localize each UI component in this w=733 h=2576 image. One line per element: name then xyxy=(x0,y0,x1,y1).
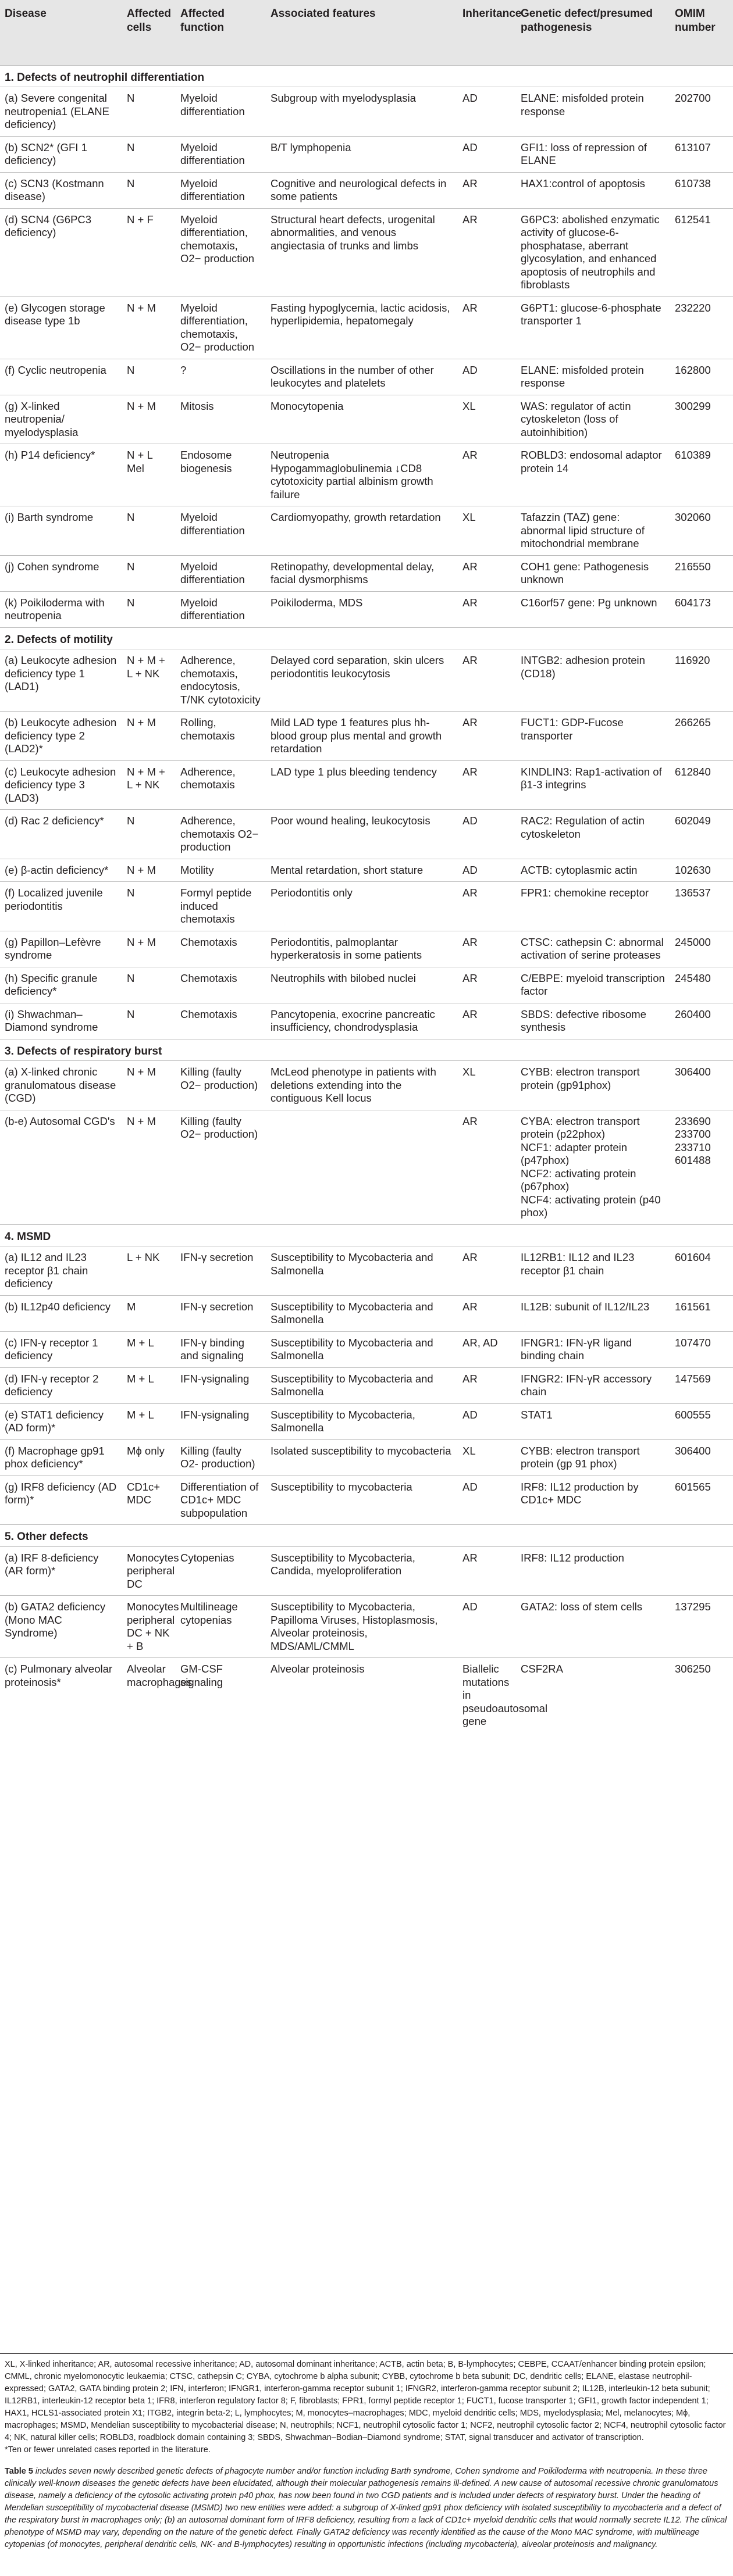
cell-associated-features: Susceptibility to mycobacteria xyxy=(266,1475,458,1525)
cell-inheritance: AR xyxy=(458,444,516,506)
cell-disease: (b) SCN2* (GFI 1 deficiency) xyxy=(0,136,122,172)
cell-associated-features: Poor wound healing, leukocytosis xyxy=(266,810,458,859)
cell-disease: (g) X-linked neutropenia/ myelodysplasia xyxy=(0,395,122,444)
cell-genetic-defect: CYBB: electron transport protein (gp91phox) xyxy=(516,1061,670,1110)
cell-omim-number: 306250 xyxy=(670,1658,733,1733)
table-row xyxy=(0,555,733,591)
cell-genetic-defect: ELANE: misfolded protein response xyxy=(516,87,670,137)
cell-affected-cells: Alveolar macrophages xyxy=(122,1658,176,1733)
cell-omim-number xyxy=(670,1546,733,1596)
table-row xyxy=(0,810,733,859)
cell-affected-cells: Monocytes peripheral DC xyxy=(122,1546,176,1596)
cell-omim-number: 147569 xyxy=(670,1367,733,1403)
table-header-row xyxy=(0,0,733,65)
cell-genetic-defect: GATA2: loss of stem cells xyxy=(516,1596,670,1658)
cell-associated-features: Subgroup with myelodysplasia xyxy=(266,87,458,137)
cell-genetic-defect: INTGB2: adhesion protein (CD18) xyxy=(516,649,670,712)
cell-omim-number: 245000 xyxy=(670,931,733,967)
cell-disease: (c) SCN3 (Kostmann disease) xyxy=(0,172,122,208)
table-row xyxy=(0,1596,733,1658)
cell-inheritance: AD xyxy=(458,810,516,859)
cell-disease: (a) Severe congenital neutropenia1 (ELANE deficiency) xyxy=(0,87,122,137)
cell-genetic-defect: FUCT1: GDP-Fucose transporter xyxy=(516,712,670,761)
table-row xyxy=(0,87,733,137)
cell-affected-function: IFN-γ secretion xyxy=(176,1246,266,1296)
cell-affected-cells: L + NK xyxy=(122,1246,176,1296)
cell-affected-cells: N xyxy=(122,172,176,208)
cell-affected-function: Adherence, chemotaxis, endocytosis, T/NK cytotoxicity xyxy=(176,649,266,712)
cell-omim-number: 306400 xyxy=(670,1061,733,1110)
cell-affected-cells: N + M xyxy=(122,859,176,882)
header-disease: Disease xyxy=(5,8,47,20)
cell-disease: (i) Shwachman–Diamond syndrome xyxy=(0,1003,122,1039)
cell-disease: (h) Specific granule deficiency* xyxy=(0,967,122,1003)
cell-affected-cells: N xyxy=(122,882,176,931)
section-row xyxy=(0,627,733,649)
cell-genetic-defect: ELANE: misfolded protein response xyxy=(516,359,670,395)
cell-affected-cells: N xyxy=(122,359,176,395)
cell-affected-function: IFN-γsignaling xyxy=(176,1403,266,1439)
table-row xyxy=(0,882,733,931)
cell-genetic-defect: SBDS: defective ribosome synthesis xyxy=(516,1003,670,1039)
cell-inheritance: AR xyxy=(458,555,516,591)
cell-inheritance: AR xyxy=(458,1110,516,1224)
cell-associated-features: Susceptibility to Mycobacteria, Candida, myeloproliferation xyxy=(266,1546,458,1596)
header-inheritance: Inheritance xyxy=(462,8,522,20)
section-title: 5. Other defects xyxy=(0,1525,733,1547)
cell-affected-function: Chemotaxis xyxy=(176,931,266,967)
table-row xyxy=(0,1331,733,1367)
cell-genetic-defect: IL12RB1: IL12 and IL23 receptor β1 chain xyxy=(516,1246,670,1296)
cell-affected-function: IFN-γsignaling xyxy=(176,1367,266,1403)
cell-omim-number: 216550 xyxy=(670,555,733,591)
table-row xyxy=(0,1439,733,1475)
cell-inheritance: AD xyxy=(458,1475,516,1525)
cell-affected-cells: N + L Mel xyxy=(122,444,176,506)
cell-inheritance: AR xyxy=(458,649,516,712)
cell-disease: (h) P14 deficiency* xyxy=(0,444,122,506)
cell-disease: (c) Leukocyte adhesion deficiency type 3 (LAD3) xyxy=(0,760,122,810)
cell-affected-function: Chemotaxis xyxy=(176,1003,266,1039)
cell-inheritance: XL xyxy=(458,1439,516,1475)
cell-affected-function: ? xyxy=(176,359,266,395)
cell-associated-features: LAD type 1 plus bleeding tendency xyxy=(266,760,458,810)
caption-text: includes seven newly described genetic defects of phagocyte number and/or function including Barth syndrome, Cohen syndrome and Poikiloderma with neutropenia. In these three clinically well-known diseases the genetic defects have been elucidated, although their molecular pathogenesis remains ill-defined. A new cause of autosomal recessive chronic granulomatous disease, namely a deficiency of the cytosolic activating protein p40 phox, has now been found in two CGD patients and is included under defects of respiratory burst. Under the heading of Mendelian susceptibility of mycobacterial disease (MSMD) two new entities were added: a subgroup of X-linked gp91 phox deficiency with isolated susceptibility to mycobacteria and a defect of the respiratory burst in macrophages only; (b) an autosomal dominant form of IRF8 deficiency, resulting from a lack of CD1c+ myeloid dendritic cells that would normally secrete IL12. The clinical phenotype of MSMD may vary, depending on the nature of the genetic defect. Finally GATA2 deficiency was recently identified as the cause of the Mono MAC syndrome, with multilineage cytopenias (of monocytes, peripheral dendritic cells, NK- and B-lymphocytes) resulting in opportunistic infections (including mycobacteria), alveolar proteinosis and malignancy. xyxy=(5,2467,727,2549)
cell-affected-function: IFN-γ binding and signaling xyxy=(176,1331,266,1367)
cell-inheritance: AR, AD xyxy=(458,1331,516,1367)
cell-affected-cells: N xyxy=(122,591,176,627)
cell-omim-number: 116920 xyxy=(670,649,733,712)
table-caption xyxy=(0,2456,733,2551)
section-title: 4. MSMD xyxy=(0,1224,733,1246)
cell-affected-function: Killing (faulty O2− production) xyxy=(176,1110,266,1224)
caption-label: Table 5 xyxy=(5,2467,33,2476)
cell-inheritance: AR xyxy=(458,1003,516,1039)
section-title: 3. Defects of respiratory burst xyxy=(0,1039,733,1061)
cell-omim-number: 610738 xyxy=(670,172,733,208)
cell-omim-number: 161561 xyxy=(670,1295,733,1331)
cell-inheritance: AR xyxy=(458,882,516,931)
cell-affected-cells: N xyxy=(122,967,176,1003)
cell-disease: (f) Cyclic neutropenia xyxy=(0,359,122,395)
table-row xyxy=(0,506,733,556)
cell-genetic-defect: RAC2: Regulation of actin cytoskeleton xyxy=(516,810,670,859)
cell-omim-number: 137295 xyxy=(670,1596,733,1658)
cell-affected-function: Adherence, chemotaxis O2− production xyxy=(176,810,266,859)
table-row xyxy=(0,1546,733,1596)
cell-affected-function: Myeloid differentiation, chemotaxis, O2− production xyxy=(176,296,266,359)
table-row xyxy=(0,649,733,712)
cell-genetic-defect: STAT1 xyxy=(516,1403,670,1439)
cell-affected-cells: N + M xyxy=(122,296,176,359)
cell-omim-number: 245480 xyxy=(670,967,733,1003)
cell-disease: (a) IRF 8-deficiency (AR form)* xyxy=(0,1546,122,1596)
cell-associated-features: Structural heart defects, urogenital abnormalities, and venous angiectasia of trunks and limbs xyxy=(266,208,458,296)
cell-associated-features: Periodontitis, palmoplantar hyperkeratosis in some patients xyxy=(266,931,458,967)
cell-omim-number: 266265 xyxy=(670,712,733,761)
header-omim-number: OMIM number xyxy=(675,8,716,34)
header-genetic-defect: Genetic defect/presumed pathogenesis xyxy=(521,8,653,34)
cell-omim-number: 107470 xyxy=(670,1331,733,1367)
cell-affected-function: Killing (faulty O2− production) xyxy=(176,1061,266,1110)
star-footnote: *Ten or fewer unrelated cases reported in the literature. xyxy=(5,2445,211,2454)
table-row xyxy=(0,136,733,172)
cell-associated-features: Alveolar proteinosis xyxy=(266,1658,458,1733)
table-row xyxy=(0,1475,733,1525)
cell-inheritance: Biallelic mutations in pseudoautosomal gene xyxy=(458,1658,516,1733)
table-row xyxy=(0,359,733,395)
cell-inheritance: AD xyxy=(458,87,516,137)
cell-inheritance: AR xyxy=(458,931,516,967)
section-row xyxy=(0,1224,733,1246)
table-row xyxy=(0,760,733,810)
cell-affected-function: Myeloid differentiation xyxy=(176,506,266,556)
table-row xyxy=(0,1295,733,1331)
cell-affected-function: Formyl peptide induced chemotaxis xyxy=(176,882,266,931)
cell-genetic-defect: CSF2RA xyxy=(516,1658,670,1733)
cell-disease: (c) Pulmonary alveolar proteinosis* xyxy=(0,1658,122,1733)
cell-associated-features: Neutropenia Hypogammaglobulinemia ↓CD8 cytotoxicity partial albinism growth failure xyxy=(266,444,458,506)
cell-associated-features: Susceptibility to Mycobacteria and Salmonella xyxy=(266,1367,458,1403)
cell-affected-function: Myeloid differentiation, chemotaxis, O2− production xyxy=(176,208,266,296)
cell-disease: (j) Cohen syndrome xyxy=(0,555,122,591)
cell-affected-function: Mitosis xyxy=(176,395,266,444)
cell-inheritance: AR xyxy=(458,296,516,359)
cell-associated-features: Retinopathy, developmental delay, facial dysmorphisms xyxy=(266,555,458,591)
cell-affected-cells: N xyxy=(122,87,176,137)
cell-affected-function: Endosome biogenesis xyxy=(176,444,266,506)
cell-affected-cells: N + M xyxy=(122,931,176,967)
cell-genetic-defect: CYBA: electron transport protein (p22phox) NCF1: adapter protein (p47phox) NCF2: activating protein (p67phox) NCF4: activating protein (p40 phox) xyxy=(516,1110,670,1224)
cell-genetic-defect: IRF8: IL12 production by CD1c+ MDC xyxy=(516,1475,670,1525)
cell-omim-number: 610389 xyxy=(670,444,733,506)
cell-affected-function: Motility xyxy=(176,859,266,882)
table-body xyxy=(0,65,733,1733)
cell-genetic-defect: HAX1:control of apoptosis xyxy=(516,172,670,208)
cell-disease: (d) Rac 2 deficiency* xyxy=(0,810,122,859)
cell-affected-function: Myeloid differentiation xyxy=(176,172,266,208)
cell-disease: (e) Glycogen storage disease type 1b xyxy=(0,296,122,359)
cell-associated-features: McLeod phenotype in patients with deletions extending into the contiguous Kell locus xyxy=(266,1061,458,1110)
cell-disease: (e) β-actin deficiency* xyxy=(0,859,122,882)
cell-disease: (g) Papillon–Lefèvre syndrome xyxy=(0,931,122,967)
section-title: 1. Defects of neutrophil differentiation xyxy=(0,65,733,87)
cell-affected-cells: N + M xyxy=(122,712,176,761)
cell-omim-number: 601565 xyxy=(670,1475,733,1525)
cell-omim-number: 202700 xyxy=(670,87,733,137)
cell-omim-number: 600555 xyxy=(670,1403,733,1439)
cell-omim-number: 601604 xyxy=(670,1246,733,1296)
cell-inheritance: AR xyxy=(458,172,516,208)
section-row xyxy=(0,1525,733,1547)
header-associated-features: Associated features xyxy=(271,8,376,20)
cell-genetic-defect: GFI1: loss of repression of ELANE xyxy=(516,136,670,172)
cell-affected-cells: N + M xyxy=(122,395,176,444)
cell-affected-function: Killing (faulty O2- production) xyxy=(176,1439,266,1475)
cell-inheritance: AR xyxy=(458,1367,516,1403)
cell-associated-features: Oscillations in the number of other leukocytes and platelets xyxy=(266,359,458,395)
table-row xyxy=(0,172,733,208)
cell-genetic-defect: KINDLIN3: Rap1-activation of β1-3 integrins xyxy=(516,760,670,810)
cell-inheritance: AR xyxy=(458,1295,516,1331)
cell-affected-function: Cytopenias xyxy=(176,1546,266,1596)
cell-genetic-defect: CTSC: cathepsin C: abnormal activation of serine proteases xyxy=(516,931,670,967)
cell-omim-number: 300299 xyxy=(670,395,733,444)
cell-disease: (b-e) Autosomal CGD's xyxy=(0,1110,122,1224)
header-affected-function: Affected function xyxy=(180,8,225,34)
cell-genetic-defect: IFNGR1: IFN-γR ligand binding chain xyxy=(516,1331,670,1367)
table-row xyxy=(0,444,733,506)
cell-disease: (d) SCN4 (G6PC3 deficiency) xyxy=(0,208,122,296)
cell-inheritance: AD xyxy=(458,1403,516,1439)
table-row xyxy=(0,395,733,444)
cell-associated-features xyxy=(266,1110,458,1224)
cell-inheritance: AR xyxy=(458,967,516,1003)
cell-affected-cells: N + M + L + NK xyxy=(122,760,176,810)
cell-affected-cells: M xyxy=(122,1295,176,1331)
cell-affected-function: Differentiation of CD1c+ MDC subpopulation xyxy=(176,1475,266,1525)
cell-genetic-defect: Tafazzin (TAZ) gene: abnormal lipid structure of mitochondrial membrane xyxy=(516,506,670,556)
cell-affected-function: Multilineage cytopenias xyxy=(176,1596,266,1658)
cell-inheritance: AR xyxy=(458,1246,516,1296)
cell-inheritance: AR xyxy=(458,208,516,296)
cell-affected-cells: M + L xyxy=(122,1403,176,1439)
cell-affected-cells: CD1c+ MDC xyxy=(122,1475,176,1525)
cell-disease: (b) Leukocyte adhesion deficiency type 2 (LAD2)* xyxy=(0,712,122,761)
cell-omim-number: 604173 xyxy=(670,591,733,627)
cell-affected-cells: N xyxy=(122,1003,176,1039)
table-row xyxy=(0,1246,733,1296)
cell-omim-number: 306400 xyxy=(670,1439,733,1475)
cell-affected-cells: N + M xyxy=(122,1110,176,1224)
cell-genetic-defect: IL12B: subunit of IL12/IL23 xyxy=(516,1295,670,1331)
section-row xyxy=(0,65,733,87)
table-row xyxy=(0,591,733,627)
cell-associated-features: Fasting hypoglycemia, lactic acidosis, hyperlipidemia, hepatomegaly xyxy=(266,296,458,359)
cell-genetic-defect: ACTB: cytoplasmic actin xyxy=(516,859,670,882)
cell-genetic-defect: G6PT1: glucose-6-phosphate transporter 1 xyxy=(516,296,670,359)
cell-affected-cells: M + L xyxy=(122,1367,176,1403)
cell-associated-features: Neutrophils with bilobed nuclei xyxy=(266,967,458,1003)
cell-disease: (f) Macrophage gp91 phox deficiency* xyxy=(0,1439,122,1475)
cell-affected-function: Adherence, chemotaxis xyxy=(176,760,266,810)
table-row xyxy=(0,859,733,882)
cell-omim-number: 613107 xyxy=(670,136,733,172)
table-row xyxy=(0,208,733,296)
cell-disease: (a) Leukocyte adhesion deficiency type 1 (LAD1) xyxy=(0,649,122,712)
cell-affected-function: GM-CSF signaling xyxy=(176,1658,266,1733)
header-affected-cells: Affected cells xyxy=(127,8,172,34)
cell-associated-features: Susceptibility to Mycobacteria, Papilloma Viruses, Histoplasmosis, Alveolar proteinosis, MDS/AML/CMML xyxy=(266,1596,458,1658)
cell-associated-features: Susceptibility to Mycobacteria and Salmonella xyxy=(266,1295,458,1331)
table-notes xyxy=(0,2353,733,2551)
cell-associated-features: Mental retardation, short stature xyxy=(266,859,458,882)
table-row xyxy=(0,1003,733,1039)
cell-affected-cells: N xyxy=(122,555,176,591)
cell-omim-number: 612840 xyxy=(670,760,733,810)
cell-associated-features: Susceptibility to Mycobacteria, Salmonella xyxy=(266,1403,458,1439)
cell-omim-number: 136537 xyxy=(670,882,733,931)
cell-disease: (i) Barth syndrome xyxy=(0,506,122,556)
cell-genetic-defect: WAS: regulator of actin cytoskeleton (loss of autoinhibition) xyxy=(516,395,670,444)
cell-disease: (b) GATA2 deficiency (Mono MAC Syndrome) xyxy=(0,1596,122,1658)
cell-omim-number: 162800 xyxy=(670,359,733,395)
table-row xyxy=(0,1061,733,1110)
cell-omim-number: 233690 233700 233710 601488 xyxy=(670,1110,733,1224)
cell-disease: (a) X-linked chronic granulomatous disease (CGD) xyxy=(0,1061,122,1110)
cell-affected-cells: N xyxy=(122,136,176,172)
cell-omim-number: 602049 xyxy=(670,810,733,859)
abbreviations-note: XL, X-linked inheritance; AR, autosomal recessive inheritance; AD, autosomal dominant inheritance; ACTB, actin beta; B, B-lymphocytes; CEBPE, CCAAT/enhancer binding protein epsilon; CMML, chronic myelomonocytic leukaemia; CTSC, cathepsin C; CYBA, cytochrome b alpha subunit; CYBB, cytochrome b beta subunit; DC, dendritic cells; ELANE, elastase neutrophil-expressed; GATA2, GATA binding protein 2; IFN, interferon; IFNGR1, interferon-gamma receptor subunit 1; IFNGR2, interferon-gamma receptor subunit 2; IL12B, interleukin-12 beta subunit; IL12RB1, interleukin-12 receptor beta 1; IFR8, interferon regulatory factor 8; F, fibroblasts; FPR1, formyl peptide receptor 1; FUCT1, fucose transporter 1; GFI1, growth factor independent 1; HAX1, HCLS1-associated protein X1; ITGB2, integrin beta-2; L, lymphocytes; M, monocytes–macrophages; MDC, myeloid dendritic cells; MDS, myelodysplasia; Mel, melanocytes; Mϕ, macrophages; MSMD, Mendelian susceptibility to mycobacterial disease; N, neutrophils; NCF1, neutrophil cytosolic factor 1; NCF2, neutrophil cytosolic factor 2; NCF4, neutrophil cytosolic factor 4; NK, natural killer cells; ROBLD3, roadblock domain containing 3; SBDS, Shwachman–Bodian–Diamond syndrome; STAT, signal transducer and activator of transcription. xyxy=(5,2360,726,2442)
cell-inheritance: AD xyxy=(458,1596,516,1658)
table-row xyxy=(0,1367,733,1403)
cell-affected-function: IFN-γ secretion xyxy=(176,1295,266,1331)
cell-associated-features: Periodontitis only xyxy=(266,882,458,931)
cell-genetic-defect: IFNGR2: IFN-γR accessory chain xyxy=(516,1367,670,1403)
cell-disease: (f) Localized juvenile periodontitis xyxy=(0,882,122,931)
cell-disease: (c) IFN-γ receptor 1 deficiency xyxy=(0,1331,122,1367)
cell-associated-features: Cognitive and neurological defects in some patients xyxy=(266,172,458,208)
cell-inheritance: XL xyxy=(458,1061,516,1110)
cell-associated-features: Susceptibility to Mycobacteria and Salmonella xyxy=(266,1331,458,1367)
table-row xyxy=(0,931,733,967)
cell-associated-features: Susceptibility to Mycobacteria and Salmonella xyxy=(266,1246,458,1296)
cell-inheritance: AD xyxy=(458,136,516,172)
cell-omim-number: 302060 xyxy=(670,506,733,556)
cell-genetic-defect: IRF8: IL12 production xyxy=(516,1546,670,1596)
cell-genetic-defect: ROBLD3: endosomal adaptor protein 14 xyxy=(516,444,670,506)
cell-inheritance: AD xyxy=(458,859,516,882)
cell-affected-function: Myeloid differentiation xyxy=(176,87,266,137)
cell-inheritance: XL xyxy=(458,506,516,556)
cell-affected-cells: M + L xyxy=(122,1331,176,1367)
cell-genetic-defect: C16orf57 gene: Pg unknown xyxy=(516,591,670,627)
table-row xyxy=(0,967,733,1003)
cell-disease: (d) IFN-γ receptor 2 deficiency xyxy=(0,1367,122,1403)
table-row xyxy=(0,1658,733,1733)
cell-affected-function: Rolling, chemotaxis xyxy=(176,712,266,761)
cell-affected-cells: Monocytes peripheral DC + NK + B xyxy=(122,1596,176,1658)
cell-inheritance: AR xyxy=(458,591,516,627)
cell-disease: (g) IRF8 deficiency (AD form)* xyxy=(0,1475,122,1525)
cell-affected-cells: N + F xyxy=(122,208,176,296)
table-row xyxy=(0,296,733,359)
cell-associated-features: Isolated susceptibility to mycobacteria xyxy=(266,1439,458,1475)
cell-inheritance: AR xyxy=(458,712,516,761)
cell-genetic-defect: G6PC3: abolished enzymatic activity of glucose-6-phosphatase, aberrant glycosylation, and enhanced apoptosis of neutrophils and fibroblasts xyxy=(516,208,670,296)
cell-disease: (k) Poikiloderma with neutropenia xyxy=(0,591,122,627)
cell-inheritance: XL xyxy=(458,395,516,444)
table-row xyxy=(0,1110,733,1224)
cell-affected-cells: N + M + L + NK xyxy=(122,649,176,712)
table-row xyxy=(0,1403,733,1439)
cell-omim-number: 260400 xyxy=(670,1003,733,1039)
cell-affected-function: Chemotaxis xyxy=(176,967,266,1003)
cell-inheritance: AR xyxy=(458,760,516,810)
cell-omim-number: 232220 xyxy=(670,296,733,359)
cell-inheritance: AD xyxy=(458,359,516,395)
cell-associated-features: Pancytopenia, exocrine pancreatic insufficiency, chondrodysplasia xyxy=(266,1003,458,1039)
cell-affected-cells: N xyxy=(122,810,176,859)
cell-associated-features: B/T lymphopenia xyxy=(266,136,458,172)
cell-disease: (b) IL12p40 deficiency xyxy=(0,1295,122,1331)
cell-associated-features: Mild LAD type 1 features plus hh-blood group plus mental and growth retardation xyxy=(266,712,458,761)
cell-affected-function: Myeloid differentiation xyxy=(176,591,266,627)
cell-disease: (a) IL12 and IL23 receptor β1 chain deficiency xyxy=(0,1246,122,1296)
cell-associated-features: Cardiomyopathy, growth retardation xyxy=(266,506,458,556)
cell-affected-function: Myeloid differentiation xyxy=(176,136,266,172)
cell-associated-features: Delayed cord separation, skin ulcers periodontitis leukocytosis xyxy=(266,649,458,712)
cell-disease: (e) STAT1 deficiency (AD form)* xyxy=(0,1403,122,1439)
cell-affected-cells: Mϕ only xyxy=(122,1439,176,1475)
cell-inheritance: AR xyxy=(458,1546,516,1596)
cell-genetic-defect: C/EBPE: myeloid transcription factor xyxy=(516,967,670,1003)
cell-omim-number: 102630 xyxy=(670,859,733,882)
cell-associated-features: Poikiloderma, MDS xyxy=(266,591,458,627)
cell-associated-features: Monocytopenia xyxy=(266,395,458,444)
cell-affected-cells: N xyxy=(122,506,176,556)
section-row xyxy=(0,1039,733,1061)
section-title: 2. Defects of motility xyxy=(0,627,733,649)
cell-genetic-defect: FPR1: chemokine receptor xyxy=(516,882,670,931)
cell-omim-number: 612541 xyxy=(670,208,733,296)
cell-affected-function: Myeloid differentiation xyxy=(176,555,266,591)
table-row xyxy=(0,712,733,761)
cell-genetic-defect: COH1 gene: Pathogenesis unknown xyxy=(516,555,670,591)
cell-affected-cells: N + M xyxy=(122,1061,176,1110)
cell-genetic-defect: CYBB: electron transport protein (gp 91 phox) xyxy=(516,1439,670,1475)
